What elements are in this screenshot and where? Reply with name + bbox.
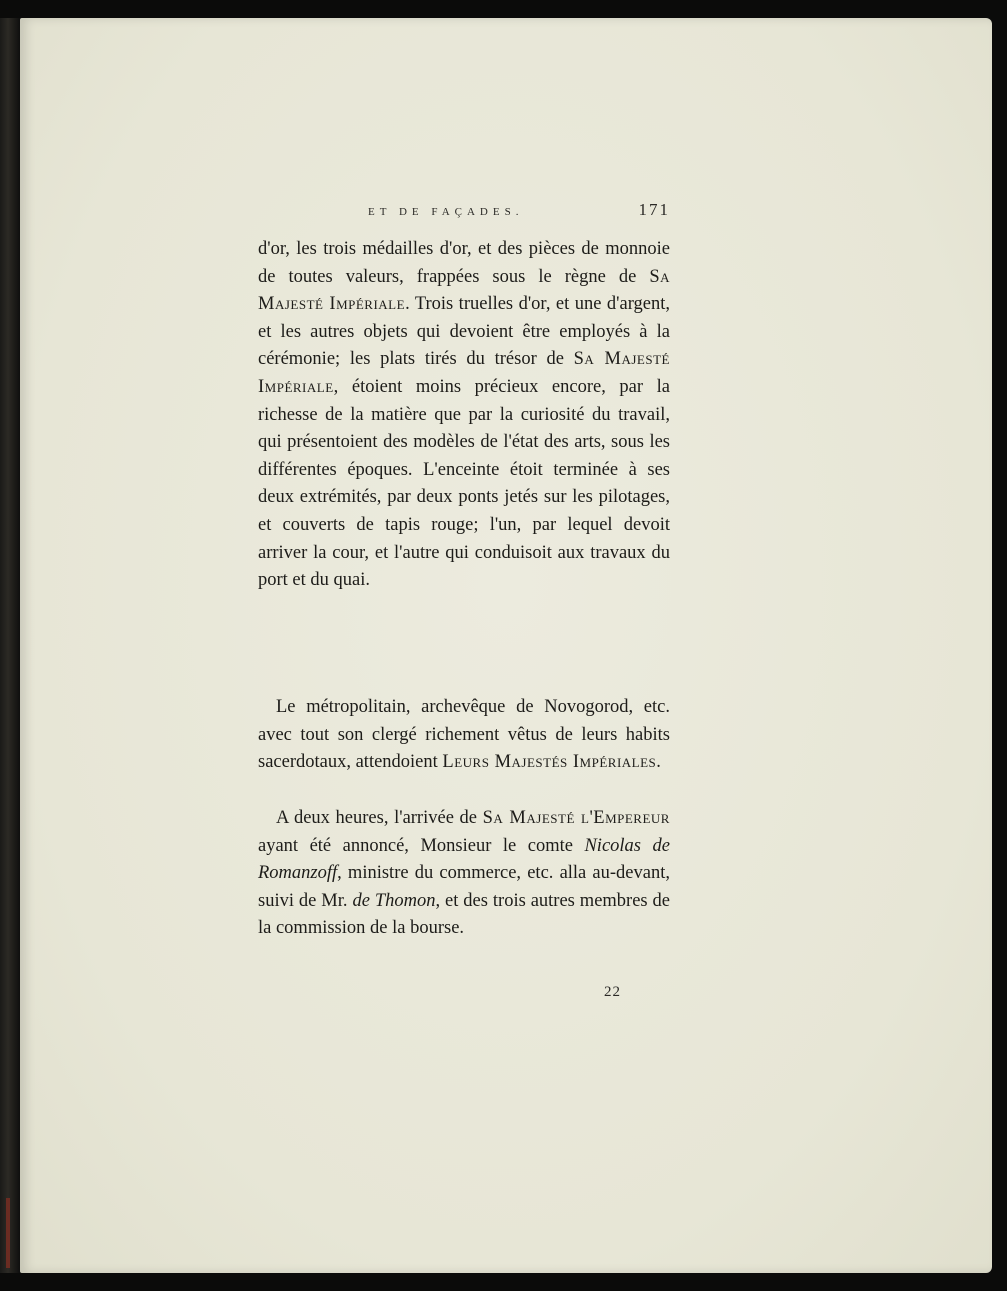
text-segment: Leurs Majestés Impériales — [442, 752, 657, 773]
signature-mark: 22 — [604, 984, 621, 1000]
text-segment: , étoient moins précieux encore, par la richesse de la matière que par la curiosité du travail, qui présentoient des modèles de l'état des arts, sous les différentes époques. L'enceinte étoit terminée à ses deux extrémités, par deux ponts jetés sur les pilotages, et couverts de tapis rouge; l'un, par lequel devoit arriver la cour, et l'autre qui conduisoit aux travaux du port et du quai. — [258, 376, 670, 591]
text-segment: ayant été annoncé, Monsieur le comte — [258, 835, 585, 856]
text-segment: Sa Majesté Impériale — [258, 266, 670, 315]
book-page — [20, 18, 992, 1273]
text-segment: Le métropolitain, archevêque de Novogorod, etc. avec tout son clergé richement vêtus de leurs habits sacerdotaux, attendoient — [258, 697, 670, 773]
text-segment: de Thomon — [352, 890, 436, 911]
text-segment: , ministre du commerce, etc. alla au-devant, suivi de Mr. — [258, 863, 670, 911]
text-segment: Sa Majesté Impériale — [258, 349, 670, 397]
paragraph-2 — [258, 694, 670, 777]
text-segment: Sa Majesté l'Empereur — [482, 808, 670, 828]
text-segment: d'or, les trois médailles d'or, et des pièces de monnoie de toutes valeurs, frappées sous le règne de — [258, 239, 670, 287]
text-segment: A deux heures, l'arrivée de — [276, 808, 483, 828]
text-segment: , et des trois autres membres de la commission de la bourse. — [258, 890, 670, 939]
running-head-title: ET DE FAÇADES. — [368, 206, 524, 218]
paragraph-3 — [258, 805, 670, 943]
paragraph-1 — [258, 236, 670, 595]
page-number: 171 — [638, 200, 670, 219]
book-spine-edge — [0, 18, 20, 1273]
running-head — [368, 200, 670, 220]
text-segment: Nicolas de Romanzoff — [258, 835, 670, 884]
text-segment: . — [656, 752, 661, 773]
text-segment: . Trois truelles d'or, et une d'argent, et les autres objets qui devoient être employés à la cérémonie; les plats tirés du trésor de — [258, 294, 670, 370]
